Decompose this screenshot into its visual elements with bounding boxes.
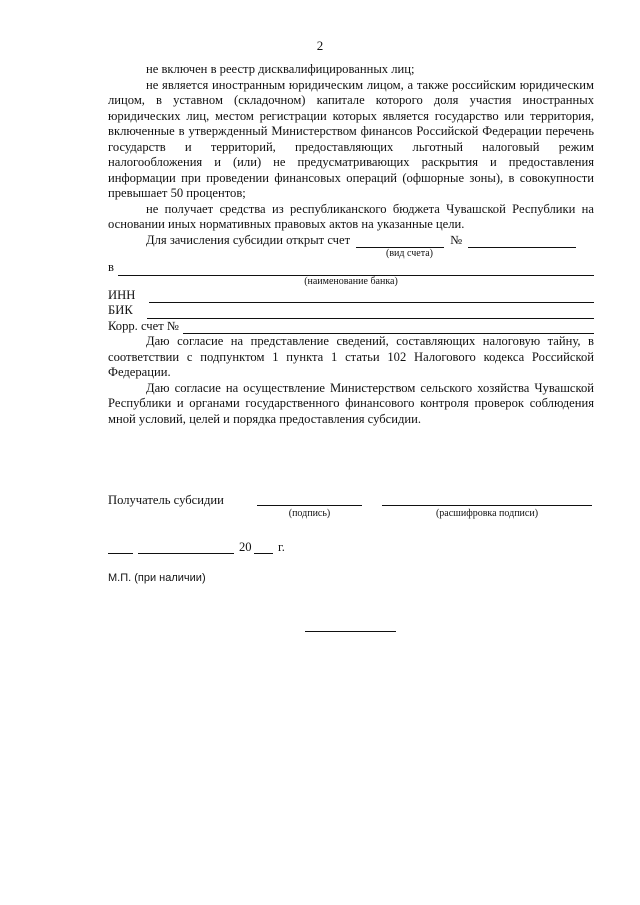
paragraph-budget-funds: не получает средства из республиканского бюджета Чувашской Республики на основании иных нормативных правовых актов на указанные цели. — [108, 201, 594, 231]
bik-field[interactable] — [147, 306, 594, 319]
corr-account-field[interactable] — [183, 321, 594, 334]
inn-label: ИНН — [108, 287, 136, 302]
date-year-prefix: 20 — [239, 540, 252, 554]
date-suffix: г. — [278, 540, 285, 554]
bank-row — [108, 260, 594, 276]
stamp-label: М.П. (при наличии) — [108, 572, 206, 584]
signature-decoding-field[interactable] — [382, 492, 592, 506]
bank-name-field[interactable] — [118, 263, 594, 276]
inn-row — [108, 288, 594, 304]
paragraph-disqualified: не включен в реестр дисквалифицированных лиц; — [146, 62, 415, 76]
consent-inspections: Даю согласие на осуществление Министерством сельского хозяйства Чувашской Республики и органами государственного финансового контроля проверок соблюдения мной условий, целей и порядка предоставления субсидии. — [108, 380, 594, 426]
inn-field[interactable] — [149, 290, 594, 303]
account-type-field[interactable] — [356, 235, 444, 248]
consent-tax-secret: Даю согласие на представление сведений, составляющих налоговую тайну, в соответствии с подпунктом 1 пункта 1 статьи 102 Налогового кодекса Российской Федерации. — [108, 334, 594, 379]
corr-account-row — [108, 319, 594, 335]
page-number: 2 — [316, 38, 324, 53]
bank-in-label: в — [108, 260, 114, 274]
corr-account-label: Корр. счет № — [108, 318, 179, 333]
document-body — [108, 62, 594, 427]
signature-decoding-caption: (расшифровка подписи) — [435, 508, 539, 519]
account-type-caption: (вид счета) — [386, 248, 433, 259]
end-divider — [305, 631, 396, 632]
signature-caption: (подпись) — [288, 508, 331, 519]
date-year-field[interactable] — [254, 541, 273, 554]
account-text: Для зачисления субсидии открыт счет — [146, 232, 351, 247]
account-row — [108, 233, 594, 249]
bik-label: БИК — [108, 303, 133, 317]
number-sign: № — [450, 232, 463, 247]
bik-row — [108, 303, 594, 319]
account-number-field[interactable] — [468, 235, 576, 248]
signature-field[interactable] — [257, 492, 362, 506]
date-month-field[interactable] — [138, 541, 234, 554]
recipient-label: Получатель субсидии — [108, 493, 224, 507]
paragraph-foreign-entity: не является иностранным юридическим лицом, а также российским юридическим лицом, в уставном (складочном) капитале которого доля участия иностранных юридических лиц, местом регистрации которых является государство или территория, включенные в утвержденный Министерством финансов Российской Федерации перечень государств и территорий, предоставляющих льготный налоговый режим налогообложения и (или) не предусматривающих раскрытия и предоставления информации при проведении финансовых операций (офшорные зоны), в совокупности превышает 50 процентов; — [108, 77, 594, 200]
date-day-field[interactable] — [108, 541, 133, 554]
bank-caption: (наименование банка) — [304, 275, 398, 287]
